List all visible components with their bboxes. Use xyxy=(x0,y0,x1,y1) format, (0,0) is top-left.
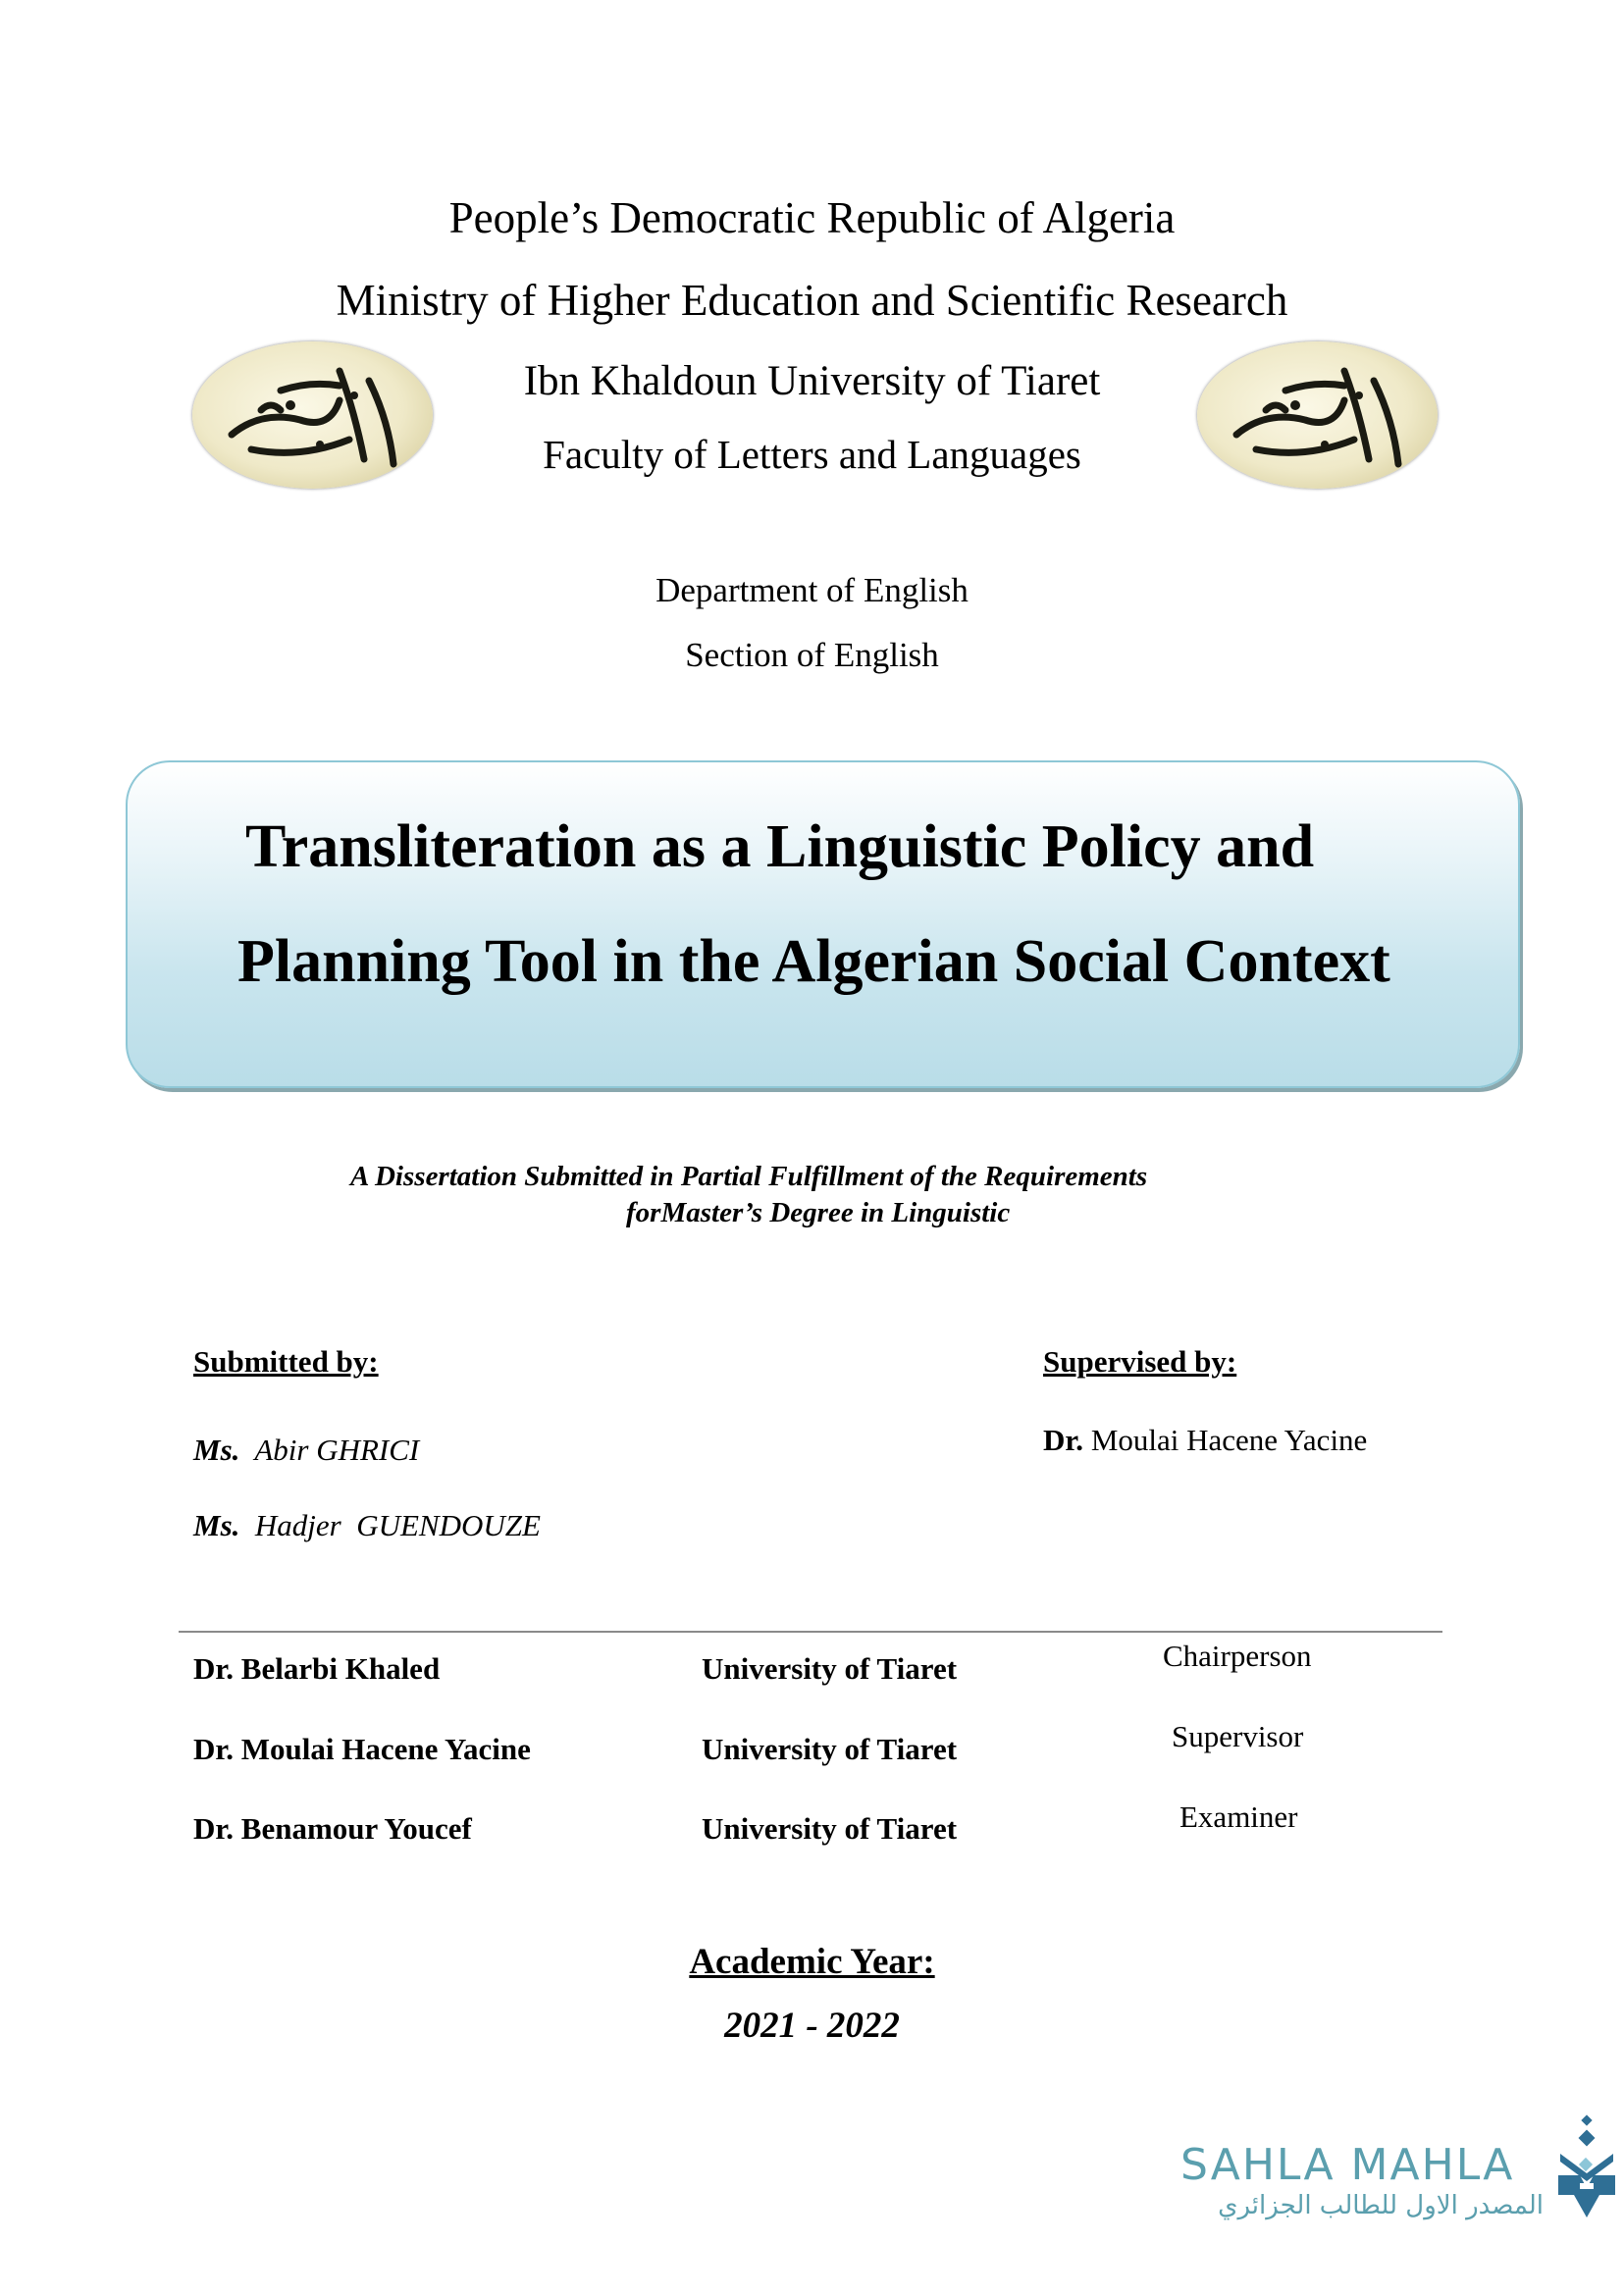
jury-institution-3: University of Tiaret xyxy=(702,1811,958,1846)
student-1 xyxy=(193,1433,419,1468)
country-heading: People’s Democratic Republic of Algeria xyxy=(448,193,1176,242)
sahla-mahla-logo xyxy=(1180,2140,1553,2221)
subtitle-line-2: forMaster’s Degree in Linguistic xyxy=(626,1197,1011,1228)
student-2-name: Hadjer GUENDOUZE xyxy=(254,1508,541,1542)
jury-name-2: Dr. Moulai Hacene Yacine xyxy=(193,1732,531,1766)
student-1-prefix: Ms. xyxy=(193,1433,240,1467)
logo-tagline: المصدر الاول للطالب الجزائري xyxy=(1218,2191,1544,2220)
academic-year-wrap xyxy=(0,1941,1624,1983)
jury-institution-2: University of Tiaret xyxy=(702,1732,958,1766)
ministry-heading: Ministry of Higher Education and Scientific Research xyxy=(336,276,1288,325)
logo-brand: SAHLA MAHLA xyxy=(1180,2140,1515,2190)
university-seal-icon-left xyxy=(192,341,433,489)
university-seal-icon-right xyxy=(1197,341,1438,489)
jury-name-3: Dr. Benamour Youcef xyxy=(193,1811,472,1846)
section-label: Section of English xyxy=(685,636,939,674)
supervised-by-label: Supervised by: xyxy=(1043,1344,1237,1379)
calligraphy-seal-icon xyxy=(192,341,433,489)
academic-years: 2021 - 2022 xyxy=(724,2006,900,2046)
jury-divider xyxy=(179,1631,1442,1633)
university-heading: Ibn Khaldoun University of Tiaret xyxy=(523,358,1101,404)
supervisor-name: Moulai Hacene Yacine xyxy=(1090,1423,1368,1457)
supervisor-prefix: Dr. xyxy=(1043,1423,1084,1457)
jury-role-2: Supervisor xyxy=(1172,1719,1304,1753)
title-line-2: Planning Tool in the Algerian Social Context xyxy=(237,928,1390,995)
jury-role-3: Examiner xyxy=(1179,1799,1298,1834)
student-1-name: Abir GHRICI xyxy=(254,1433,420,1467)
title-line-1: Transliteration as a Linguistic Policy and xyxy=(245,813,1315,880)
student-2 xyxy=(193,1508,541,1543)
jury-role-1: Chairperson xyxy=(1163,1639,1312,1673)
jury-institution-1: University of Tiaret xyxy=(702,1651,958,1686)
department-label: Department of English xyxy=(655,571,969,609)
subtitle-line-1: A Dissertation Submitted in Partial Fulfillment of the Requirements xyxy=(350,1161,1148,1192)
faculty-heading: Faculty of Letters and Languages xyxy=(543,432,1081,477)
student-2-prefix: Ms. xyxy=(193,1508,240,1542)
title-box xyxy=(126,760,1520,1088)
submitted-by-label: Submitted by: xyxy=(193,1344,379,1379)
supervisor xyxy=(1043,1423,1367,1458)
jury-name-1: Dr. Belarbi Khaled xyxy=(193,1651,441,1686)
calligraphy-seal-icon xyxy=(1197,341,1438,489)
academic-year-label: Academic Year: xyxy=(689,1942,935,1982)
sahla-mahla-emblem-icon xyxy=(1550,2114,1624,2222)
